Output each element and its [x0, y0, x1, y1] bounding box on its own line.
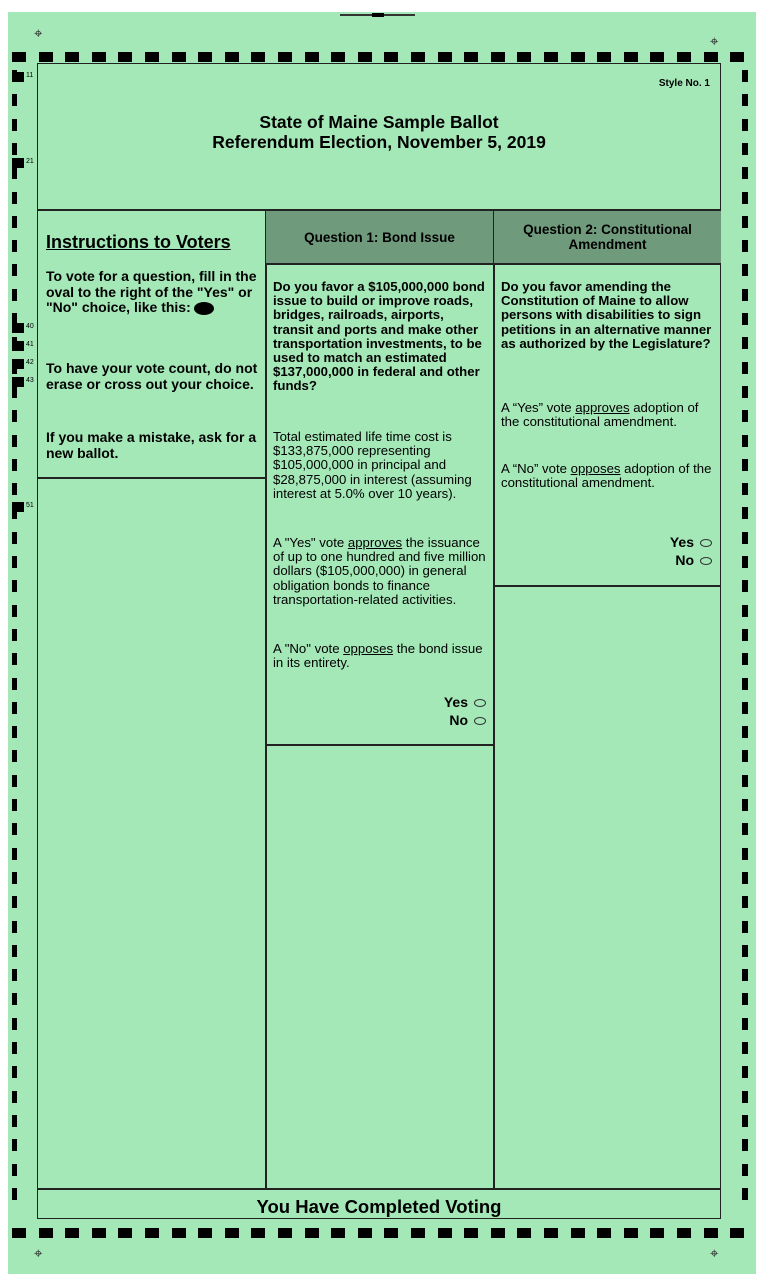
- timing-mark: [384, 52, 398, 62]
- explanation-keyword: opposes: [343, 641, 394, 656]
- timing-mark: [742, 653, 748, 665]
- timing-mark: [742, 896, 748, 908]
- timing-mark: [742, 823, 748, 835]
- timing-mark: [704, 1228, 718, 1238]
- question2-heading: [494, 211, 721, 263]
- timing-mark: [12, 240, 17, 252]
- timing-mark: [742, 1164, 748, 1176]
- timing-mark: [677, 1228, 691, 1238]
- timing-mark: [742, 313, 748, 325]
- question2-no-explanation: [501, 462, 715, 490]
- timing-mark: [12, 1164, 17, 1176]
- timing-mark: [12, 1115, 17, 1127]
- explanation-text: adoption of the constitutional amendment.: [501, 461, 712, 491]
- timing-mark: [12, 848, 17, 860]
- crosshair-icon: ⌖: [34, 25, 43, 42]
- timing-mark: [742, 483, 748, 495]
- timing-mark: [12, 702, 17, 714]
- timing-mark: [597, 1228, 611, 1238]
- timing-mark: [12, 872, 17, 884]
- no-label: No: [675, 552, 694, 568]
- timing-mark: [742, 1139, 748, 1151]
- instructions-paragraph: If you make a mistake, ask for a new ballot.: [46, 429, 257, 461]
- timing-mark: [12, 502, 24, 512]
- question2-heading-text: Question 2: Constitutional Amendment: [523, 222, 692, 252]
- timing-mark: [12, 1188, 17, 1200]
- no-label: No: [449, 712, 468, 728]
- timing-mark: [12, 532, 17, 544]
- timing-mark: [12, 410, 17, 422]
- timing-mark: [225, 52, 239, 62]
- timing-mark: [742, 1066, 748, 1078]
- question1-no-explanation: [273, 642, 487, 670]
- question2-yes-explanation: [501, 401, 715, 429]
- timing-mark: [742, 775, 748, 787]
- timing-mark: [12, 799, 17, 811]
- timing-mark: [331, 1228, 345, 1238]
- timing-mark: [305, 52, 319, 62]
- timing-mark: [742, 70, 748, 82]
- style-number: Style No. 1: [658, 78, 710, 89]
- timing-mark: [650, 52, 664, 62]
- timing-mark: [12, 1139, 17, 1151]
- timing-mark: [438, 1228, 452, 1238]
- timing-mark: [12, 580, 17, 592]
- timing-mark: [384, 1228, 398, 1238]
- timing-mark: [65, 1228, 79, 1238]
- yes-oval-icon[interactable]: [700, 539, 712, 547]
- timing-mark: [12, 289, 17, 301]
- no-oval-icon[interactable]: [700, 557, 712, 565]
- timing-mark: [12, 629, 17, 641]
- timing-mark: [12, 1091, 17, 1103]
- crosshair-icon: ⌖: [710, 1245, 719, 1262]
- timing-mark: [118, 1228, 132, 1238]
- timing-mark: [198, 52, 212, 62]
- explanation-keyword: opposes: [570, 461, 621, 476]
- timing-mark: [12, 556, 17, 568]
- timing-mark: [12, 359, 24, 369]
- timing-mark: [742, 945, 748, 957]
- timing-mark: [742, 921, 748, 933]
- timing-mark: [12, 167, 17, 179]
- timing-mark: [571, 52, 585, 62]
- timing-mark: [172, 52, 186, 62]
- timing-mark: [742, 993, 748, 1005]
- timing-mark: [438, 52, 452, 62]
- timing-mark: [12, 323, 24, 333]
- question1-divider: [265, 744, 494, 746]
- footer-divider: [37, 1188, 721, 1190]
- timing-mark: [742, 605, 748, 617]
- ballot-title: [37, 112, 721, 152]
- timing-label: 41: [26, 341, 34, 348]
- timing-mark: [650, 1228, 664, 1238]
- column-divider: [493, 209, 495, 1189]
- timing-mark: [624, 1228, 638, 1238]
- timing-mark: [92, 1228, 106, 1238]
- timing-mark: [12, 605, 17, 617]
- crosshair-icon: ⌖: [710, 33, 719, 50]
- timing-mark: [411, 52, 425, 62]
- timing-mark: [12, 653, 17, 665]
- timing-mark: [517, 52, 531, 62]
- filled-oval-icon: [194, 302, 214, 315]
- timing-mark: [145, 52, 159, 62]
- question1-yes-option[interactable]: [380, 694, 486, 710]
- timing-mark: [12, 459, 17, 471]
- timing-mark: [742, 192, 748, 204]
- explanation-text: the bond issue in its entirety.: [273, 641, 483, 671]
- timing-mark: [145, 1228, 159, 1238]
- timing-mark: [491, 1228, 505, 1238]
- timing-mark: [742, 362, 748, 374]
- timing-mark: [278, 1228, 292, 1238]
- timing-mark: [742, 386, 748, 398]
- timing-mark: [571, 1228, 585, 1238]
- title-line-2: Referendum Election, November 5, 2019: [212, 132, 546, 152]
- timing-mark: [12, 1228, 26, 1238]
- timing-mark: [198, 1228, 212, 1238]
- timing-mark: [12, 921, 17, 933]
- timing-mark: [12, 52, 26, 62]
- timing-mark: [12, 483, 17, 495]
- timing-mark: [730, 52, 744, 62]
- instructions-divider: [37, 477, 266, 479]
- explanation-text: the issuance of up to one hundred and five million dollars ($105,000,000) in general obligation bonds to finance transportation-related activities.: [273, 535, 486, 607]
- timing-label: 51: [26, 502, 34, 509]
- timing-mark: [12, 969, 17, 981]
- explanation-text: A "Yes" vote: [273, 535, 348, 550]
- timing-mark: [742, 1018, 748, 1030]
- timing-mark: [742, 799, 748, 811]
- timing-mark: [597, 52, 611, 62]
- timing-mark: [742, 750, 748, 762]
- column-divider: [265, 209, 267, 1189]
- timing-mark: [172, 1228, 186, 1238]
- timing-mark: [742, 435, 748, 447]
- yes-label: Yes: [443, 694, 468, 710]
- timing-mark: [742, 94, 748, 106]
- timing-mark: [118, 52, 132, 62]
- question1-yes-explanation: [273, 536, 487, 607]
- title-line-1: State of Maine Sample Ballot: [259, 112, 499, 132]
- question2-divider: [493, 585, 721, 587]
- timing-mark: [12, 1042, 17, 1054]
- timing-mark: [742, 459, 748, 471]
- timing-mark: [225, 1228, 239, 1238]
- timing-mark: [517, 1228, 531, 1238]
- timing-label: 43: [26, 377, 34, 384]
- timing-mark: [251, 52, 265, 62]
- timing-mark: [411, 1228, 425, 1238]
- question2-yes-option[interactable]: [600, 534, 712, 550]
- explanation-keyword: approves: [347, 535, 403, 550]
- question2-no-option[interactable]: [600, 552, 712, 568]
- timing-mark: [12, 1066, 17, 1078]
- question1-text: Do you favor a $105,000,000 bond issue to build or improve roads, bridges, railroads, airports, transit and ports and make other transportation investments, to be used to match an estimated $137,000,000 in federal and other funds?: [273, 279, 485, 394]
- timing-mark: [305, 1228, 319, 1238]
- timing-mark: [464, 1228, 478, 1238]
- question1-no-option[interactable]: [380, 712, 486, 728]
- timing-mark: [12, 72, 24, 82]
- timing-label: 40: [26, 323, 34, 330]
- timing-label: 42: [26, 359, 34, 366]
- explanation-text: adoption of the constitutional amendment.: [501, 400, 699, 430]
- timing-mark: [544, 52, 558, 62]
- timing-mark: [742, 119, 748, 131]
- timing-mark: [358, 1228, 372, 1238]
- timing-mark: [12, 1018, 17, 1030]
- timing-mark: [12, 192, 17, 204]
- instructions-title: Instructions to Voters: [46, 232, 231, 252]
- explanation-keyword: approves: [575, 400, 630, 415]
- timing-label: 21: [26, 158, 34, 165]
- timing-mark: [12, 896, 17, 908]
- question2-text: Do you favor amending the Constitution of Maine to allow persons with disabilities to sign petitions in an alternative manner as authorized by the Legislature?: [501, 279, 712, 351]
- yes-label: Yes: [669, 534, 694, 550]
- timing-mark: [12, 341, 24, 351]
- timing-mark: [12, 264, 17, 276]
- timing-mark: [742, 678, 748, 690]
- timing-mark: [12, 945, 17, 957]
- timing-mark: [742, 216, 748, 228]
- explanation-text: A “No” vote: [501, 461, 571, 476]
- timing-mark: [491, 52, 505, 62]
- explanation-text: A “Yes” vote: [501, 400, 576, 415]
- timing-mark: [742, 143, 748, 155]
- timing-mark: [742, 872, 748, 884]
- timing-mark: [12, 143, 17, 155]
- timing-mark: [12, 823, 17, 835]
- no-oval-icon[interactable]: [474, 717, 486, 725]
- fold-line: [340, 14, 415, 16]
- timing-mark: [464, 52, 478, 62]
- timing-mark: [742, 264, 748, 276]
- timing-mark: [12, 158, 24, 168]
- timing-mark: [742, 702, 748, 714]
- timing-mark: [742, 1188, 748, 1200]
- timing-mark: [677, 52, 691, 62]
- timing-mark: [331, 52, 345, 62]
- timing-mark: [12, 377, 24, 387]
- timing-mark: [730, 1228, 744, 1238]
- timing-mark: [12, 775, 17, 787]
- timing-mark: [742, 1115, 748, 1127]
- timing-mark: [742, 240, 748, 252]
- timing-mark: [12, 216, 17, 228]
- timing-mark: [12, 119, 17, 131]
- timing-mark: [742, 848, 748, 860]
- timing-mark: [92, 52, 106, 62]
- timing-mark: [12, 678, 17, 690]
- timing-mark: [12, 993, 17, 1005]
- timing-mark: [12, 94, 17, 106]
- yes-oval-icon[interactable]: [474, 699, 486, 707]
- timing-mark: [251, 1228, 265, 1238]
- timing-mark: [742, 410, 748, 422]
- timing-mark: [742, 580, 748, 592]
- timing-mark: [742, 289, 748, 301]
- timing-mark: [278, 52, 292, 62]
- crosshair-icon: ⌖: [34, 1245, 43, 1262]
- timing-mark: [12, 726, 17, 738]
- timing-mark: [624, 52, 638, 62]
- timing-mark: [39, 52, 53, 62]
- question-header-divider: [265, 263, 721, 265]
- timing-mark: [65, 52, 79, 62]
- timing-mark: [544, 1228, 558, 1238]
- timing-mark: [12, 435, 17, 447]
- completion-message: You Have Completed Voting: [256, 1196, 502, 1217]
- question1-cost: Total estimated life time cost is $133,875,000 representing $105,000,000 in principal and $28,875,000 in interest (assuming interest at 5.0% over 10 years).: [273, 429, 472, 501]
- timing-mark: [12, 750, 17, 762]
- timing-mark: [704, 52, 718, 62]
- timing-mark: [358, 52, 372, 62]
- timing-mark: [742, 629, 748, 641]
- instructions-paragraph: To have your vote count, do not erase or cross out your choice.: [46, 360, 258, 392]
- timing-mark: [742, 1091, 748, 1103]
- timing-mark: [742, 556, 748, 568]
- timing-label: 11: [26, 72, 34, 79]
- explanation-text: A "No" vote: [273, 641, 344, 656]
- timing-mark: [742, 1042, 748, 1054]
- timing-mark: [742, 337, 748, 349]
- instructions-paragraph: [46, 269, 261, 316]
- timing-mark: [742, 507, 748, 519]
- question1-heading: Question 1: Bond Issue: [266, 211, 493, 263]
- timing-mark: [742, 167, 748, 179]
- instructions-text: To vote for a question, fill in the oval to the right of the "Yes" or "No" choice, like this:: [46, 268, 257, 315]
- timing-mark: [742, 969, 748, 981]
- timing-mark: [742, 532, 748, 544]
- timing-mark: [12, 386, 17, 398]
- timing-mark: [742, 726, 748, 738]
- timing-mark: [39, 1228, 53, 1238]
